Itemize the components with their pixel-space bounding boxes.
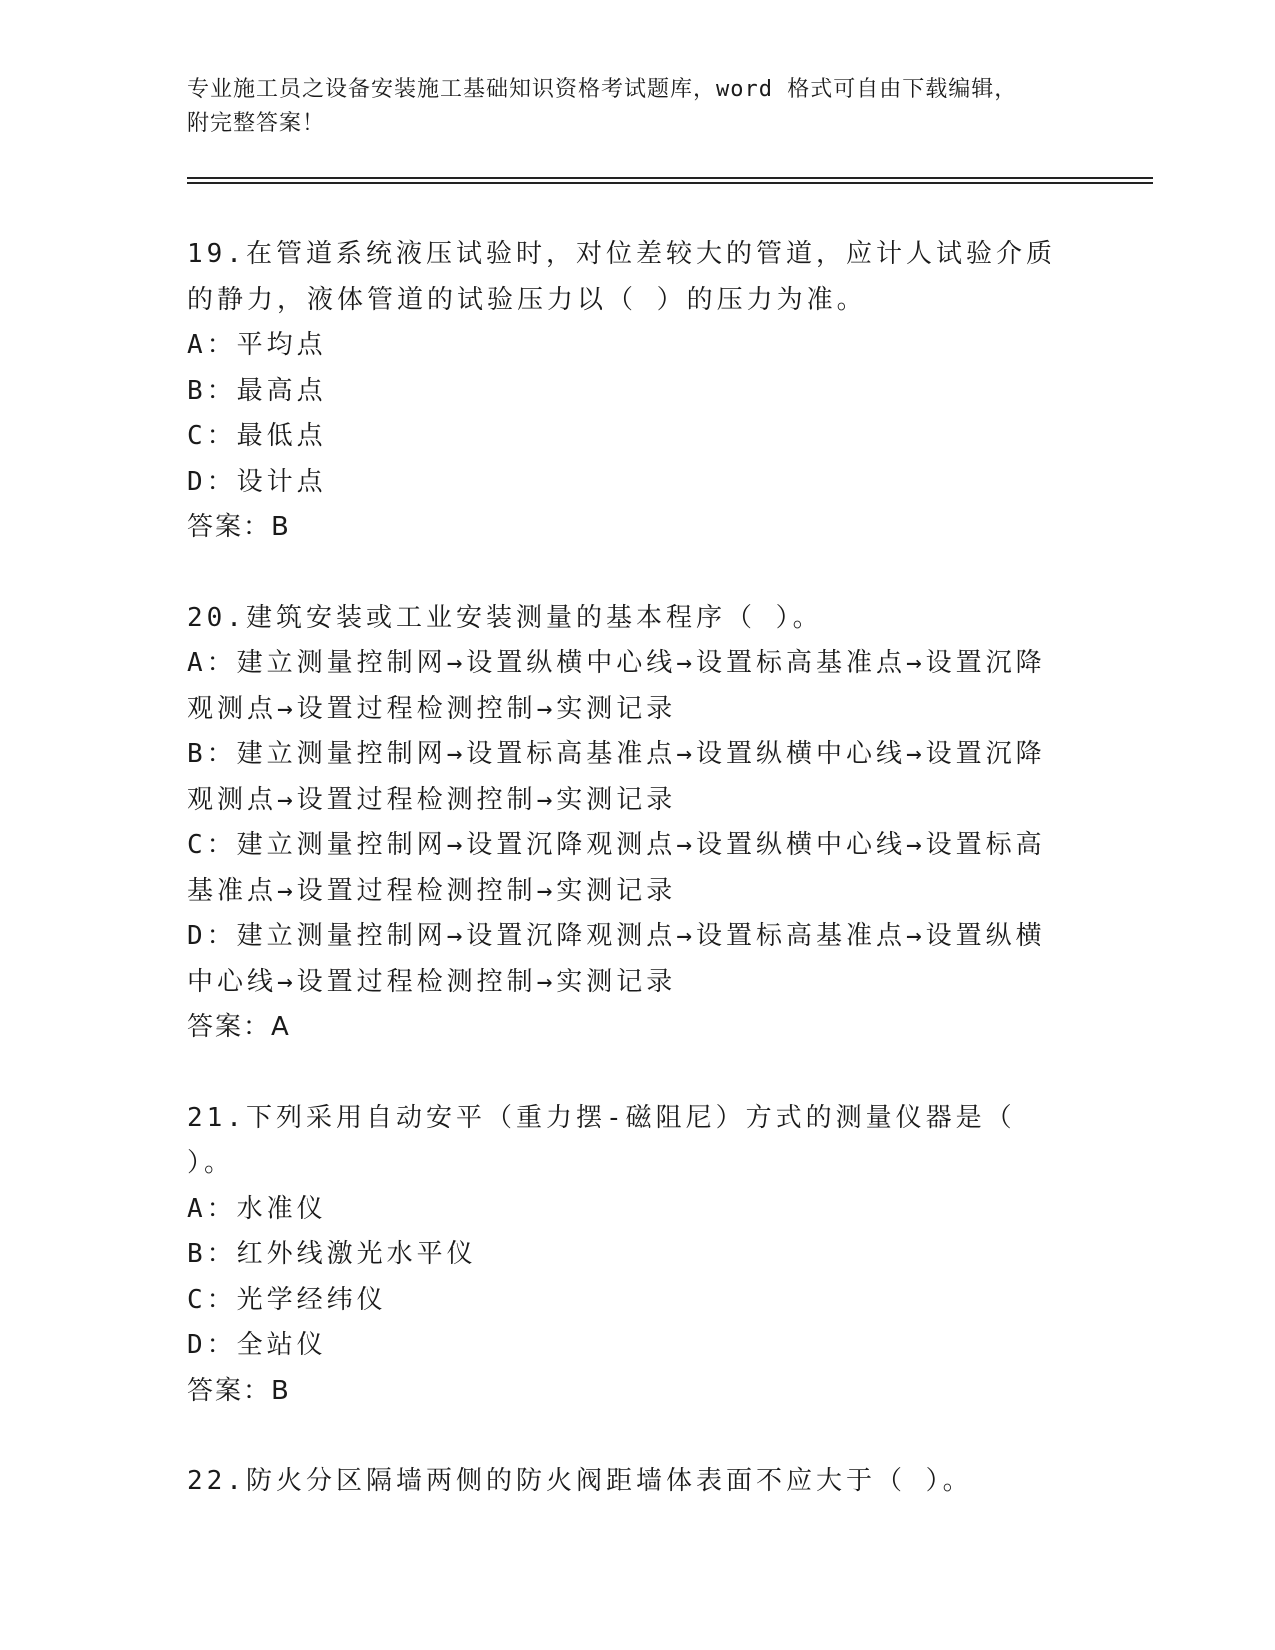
option-d: D：全站仪 <box>187 1330 327 1360</box>
question-20 <box>187 596 1067 1051</box>
option-d: D：建立测量控制网→设置沉降观测点→设置标高基准点→设置纵横中心线→设置过程检测控制→实测记录 <box>187 921 1046 997</box>
option-c: C：建立测量控制网→设置沉降观测点→设置纵横中心线→设置标高基准点→设置过程检测控制→实测记录 <box>187 830 1046 906</box>
option-c: C：光学经纬仪 <box>187 1284 387 1315</box>
option-a: A：水准仪 <box>187 1193 327 1224</box>
header-divider-top <box>187 177 1153 179</box>
option-a: A：平均点 <box>187 330 327 360</box>
question-stem: 20.建筑安装或工业安装测量的基本程序（ ）。 <box>187 602 823 633</box>
option-b: B：红外线激光水平仪 <box>187 1239 477 1269</box>
header-divider-bottom <box>187 182 1153 184</box>
question-stem: 21.下列采用自动安平（重力摆-磁阻尼）方式的测量仪器是（ ）。 <box>187 1102 1016 1178</box>
answer-line: 答案：B <box>187 1375 291 1406</box>
question-stem: 19.在管道系统液压试验时，对位差较大的管道，应计人试验介质的静力，液体管道的试验压力以（ ）的压力为准。 <box>187 239 1056 315</box>
question-19 <box>187 232 1067 551</box>
question-stem: 22.防火分区隔墙两侧的防火阀距墙体表面不应大于（ ）。 <box>187 1466 973 1496</box>
option-b: B：建立测量控制网→设置标高基准点→设置纵横中心线→设置沉降观测点→设置过程检测控制→实测记录 <box>187 739 1046 815</box>
option-a: A：建立测量控制网→设置纵横中心线→设置标高基准点→设置沉降观测点→设置过程检测控制→实测记录 <box>187 648 1046 724</box>
answer-line: 答案：B <box>187 512 291 542</box>
answer-line: 答案：A <box>187 1012 291 1042</box>
question-21 <box>187 1096 1067 1415</box>
option-d: D：设计点 <box>187 466 327 497</box>
header-line-1: 专业施工员之设备安装施工基础知识资格考试题库，word 格式可自由下载编辑， <box>187 77 1018 102</box>
question-list <box>187 232 1067 1550</box>
option-c: C：最低点 <box>187 421 327 451</box>
option-b: B：最高点 <box>187 375 327 406</box>
question-22 <box>187 1459 1067 1505</box>
document-header <box>187 73 1067 141</box>
header-line-2: 附完整答案！ <box>187 111 326 136</box>
